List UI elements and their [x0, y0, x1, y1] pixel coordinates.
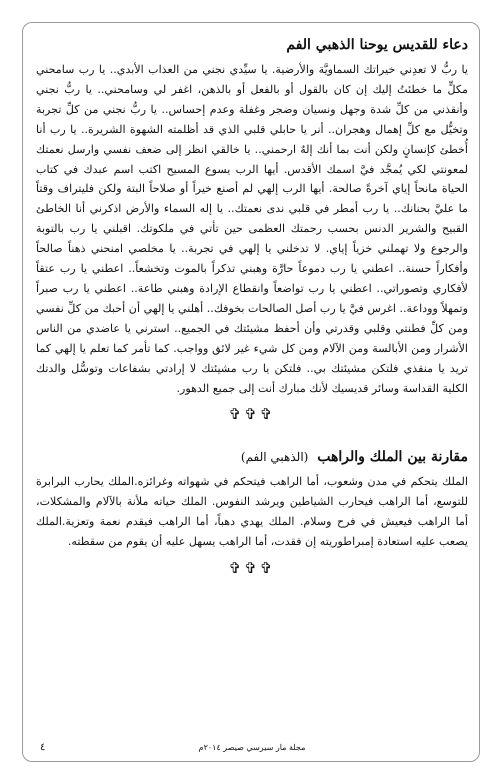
prayer-text: يا ربُّ لا تعدِني خيراتك السماويَّة والأرضية. يا سيِّدي نجني من العذاب الأبدي.. يا رب سامحني مكلٍّ ما خطئتُ إليك إن كان بالقول أو بالفعل أو بالذهن، اغفر لي وسامحني.. يا ربُّ نجني وأنقذني من كلِّ شدة وجهل ونسيان وضجر وغفلة وعدم إحساس.. يا ربُّ نجني من كلِّ تجربة وتخيُّل مع كلِّ إهمال وهجران.. أنر يا حابلي قلبي الذي قد أظلمته الشهوة الشريرة.. يا رب أنا أُخطئ كإنسانٍ ولكن أنت بما أنك إلهٌ ارحمني.. يا خالقي انظر إلى ضعف نفسي وارسل نعمتك لمعونتي لكي يُمجَّد فيَّ اسمك الأقدس. أيها الرب يسوع المسيح اكتب اسم عبدك في كتاب الحياة مانحاً إياي آخرةً صالحة. أيها الرب إلهي لم أصنع خيراً أو صلاحاً البتة ولكن فليتراف وقتاً ما عليَّ بحنانك.. يا رب أمطر في قلبي ندى نعمتك.. يا إله السماء والأرض اذكرني أنا الخاطئ القبيح والشرير الدنس بحسب رحمتك العظمى حين تأتي في ملكوتك. اقبلني يا رب بالتوبة والرجوع ولا تهملني خزياً إياي. لا تدخلني يا إلهي في تجربة.. يا مخلصي امنحني ذهناً صالحاً وأفكاراً حسنة.. اعطني يا رب دموعاً حارَّة وهبني تذكراً بالموت وتخشعاً.. اعطني يا رب عتقاً لأفكاري وتصوراتي.. اعطني يا رب تواضعاً وانقطاع الإرادة وهبني طاعة.. اعطني يا رب صبراً وتمهلاً ووداعة.. اغرس فيَّ يا رب أصل الصالحات بخوفك.. أهلني يا إلهي أن أحبك من كلِّ نفسي ومن كلِّ فطنتي وقلبي وقدرتي وأن أحفظ مشيئتك في الجميع.. استرني يا عاضدي من الناس الأشرار ومن الأبالسة ومن الآلام ومن كل شيء غير لائق وواجب. كما تأمر كما تعلم يا إلهي كما تريد يا منقذي فلتكن مشيئتك بي.. فلتكن يا رب مشيئتك لا إرادتي بشفاعات وتوسُّل والدتك الكلية القداسة وسائر قديسيك لأنك مبارك أنت إلى جميع الدهور. [36, 63, 468, 395]
prayer-section [36, 36, 468, 424]
comparison-heading [36, 448, 468, 466]
publication-name: مجلة مار سيرسي صيصر ٢٠١٤م [198, 743, 306, 752]
comparison-section [36, 448, 468, 578]
cross-ornament-bottom: ✞✞✞ [228, 559, 276, 578]
page-number: ٤ [40, 742, 46, 753]
comparison-title: مقارنة بين الملك والراهب [317, 449, 468, 466]
page-content [36, 36, 468, 578]
prayer-title: دعاء للقديس يوحنا الذهبي الفم [286, 37, 468, 53]
cross-ornament: ✞✞✞ [228, 405, 276, 424]
comparison-author: (الذهبي الفم) [240, 450, 309, 465]
comparison-text: الملك يتحكم في مدن وشعوب، أما الراهب فيتحكم في شهواته وغرائزه.الملك يحارب البرابرة للتوسع، أما الراهب فيحارب الشياطين ويرشد النفوس. الملك حياته ملأنة بالآلام والمشكلات، أما الراهب فيعيش في فرح وسلام. الملك يهدي دهباً، أما الراهب فيقدم نعمة وتعزية.الملك يصعب عليه استعادة إمبراطوريته إن فقدت، أما الراهب يسهل عليه أن يقوم من سقطته. [36, 475, 468, 549]
page-footer [36, 742, 468, 754]
